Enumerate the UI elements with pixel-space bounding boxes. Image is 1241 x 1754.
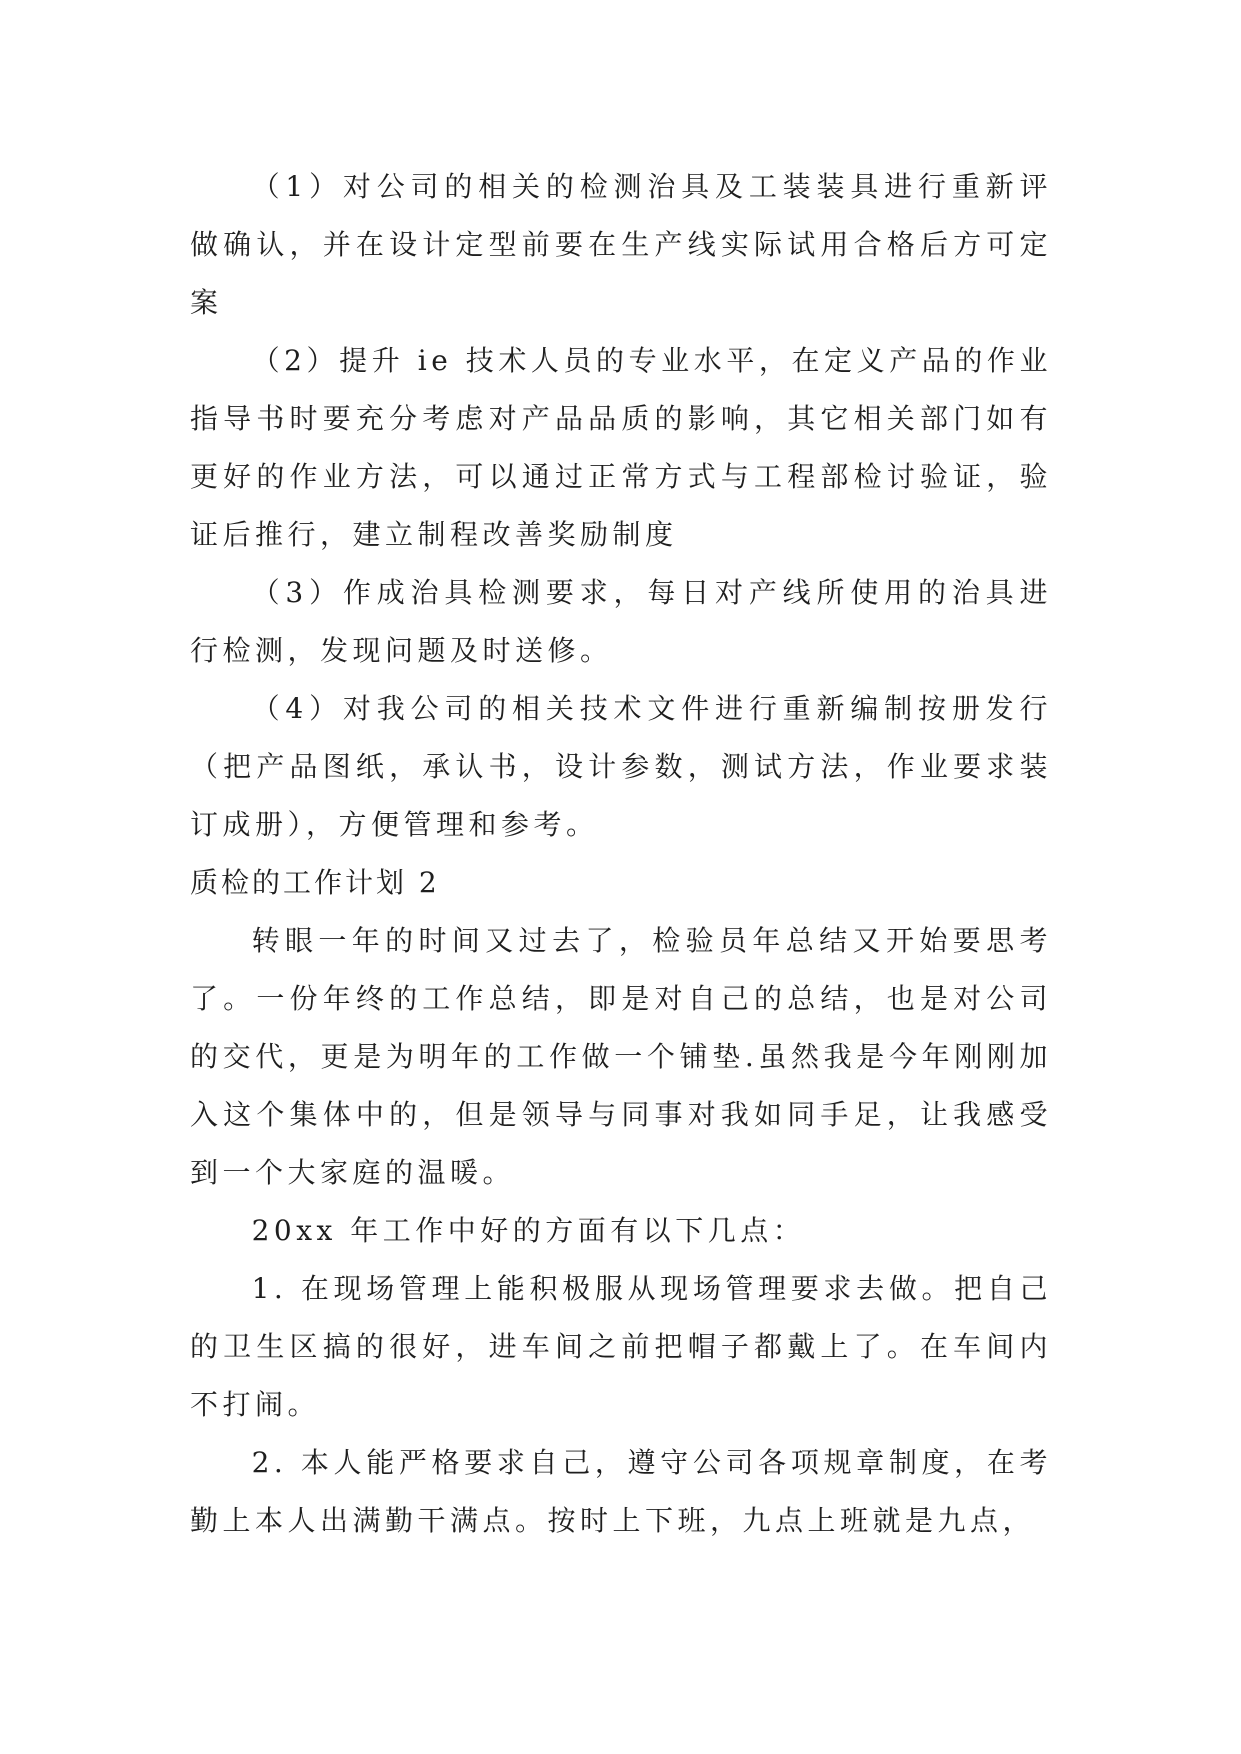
- section-paragraph-point-2: 2. 本人能严格要求自己，遵守公司各项规章制度，在考勤上本人出满勤干满点。按时上下班，九点上班就是九点，: [190, 1446, 1052, 1537]
- section-paragraph-intro: 转眼一年的时间又过去了，检验员年总结又开始要思考了。一份年终的工作总结，即是对自己的总结，也是对公司的交代，更是为明年的工作做一个铺垫.虽然我是今年刚刚加入这个集体中的，但是领导与同事对我如同手足，让我感受到一个大家庭的温暖。: [190, 924, 1052, 1189]
- section-paragraph-summary-lead: 20xx 年工作中好的方面有以下几点：: [251, 1214, 806, 1247]
- paragraph-item-1: （1）对公司的相关的检测治具及工装装具进行重新评做确认，并在设计定型前要在生产线实际试用合格后方可定案: [190, 170, 1052, 319]
- section-heading: 质检的工作计划 2: [190, 866, 440, 899]
- paragraph-item-2: （2）提升 ie 技术人员的专业水平，在定义产品的作业指导书时要充分考虑对产品品质的影响，其它相关部门如有更好的作业方法，可以通过正常方式与工程部检讨验证，验证后推行，建立制程改善奖励制度: [190, 344, 1052, 551]
- paragraph-item-4: （4）对我公司的相关技术文件进行重新编制按册发行（把产品图纸，承认书，设计参数，测试方法，作业要求装订成册），方便管理和参考。: [190, 692, 1052, 841]
- paragraph-item-3: （3）作成治具检测要求，每日对产线所使用的治具进行检测，发现问题及时送修。: [190, 576, 1052, 667]
- document-body: [190, 158, 1052, 1550]
- section-paragraph-point-1: 1. 在现场管理上能积极服从现场管理要求去做。把自己的卫生区搞的很好，进车间之前把帽子都戴上了。在车间内不打闹。: [190, 1272, 1052, 1421]
